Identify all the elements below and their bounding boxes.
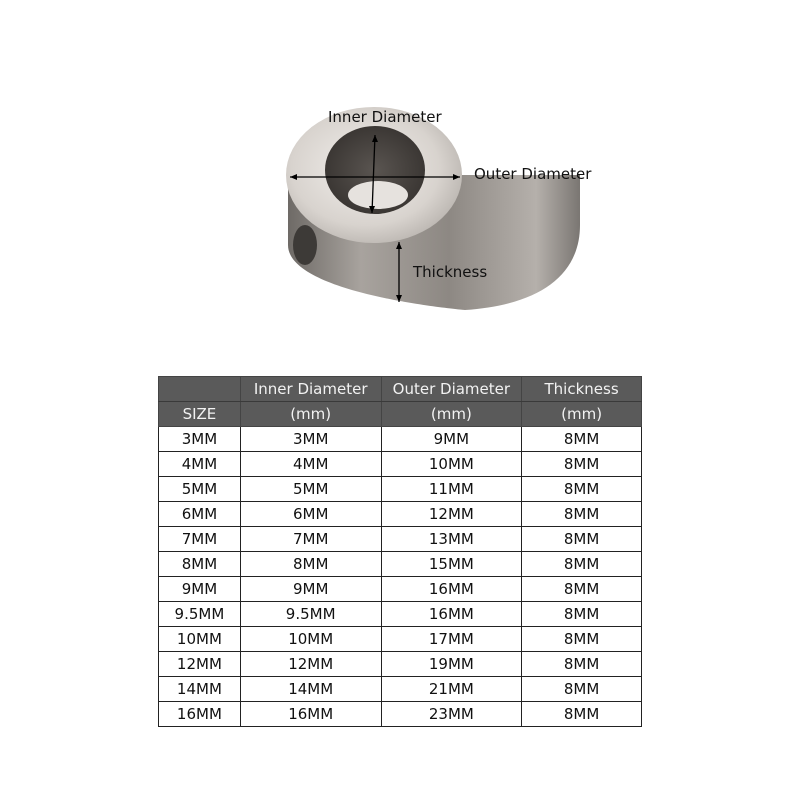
table-cell: 8MM bbox=[522, 652, 642, 677]
table-cell: 21MM bbox=[381, 677, 522, 702]
table-row bbox=[159, 677, 642, 702]
table-row bbox=[159, 552, 642, 577]
table-cell: 8MM bbox=[522, 702, 642, 727]
table-header-row bbox=[159, 377, 642, 402]
table-row bbox=[159, 577, 642, 602]
table-cell: 9.5MM bbox=[159, 602, 241, 627]
table-cell: 4MM bbox=[159, 452, 241, 477]
table-cell: 8MM bbox=[522, 477, 642, 502]
table-cell: 11MM bbox=[381, 477, 522, 502]
table-cell: 17MM bbox=[381, 627, 522, 652]
table-cell: 10MM bbox=[381, 452, 522, 477]
table-cell: 9.5MM bbox=[240, 602, 381, 627]
table-cell: 6MM bbox=[240, 502, 381, 527]
table-cell: 8MM bbox=[522, 577, 642, 602]
table-cell: 14MM bbox=[159, 677, 241, 702]
table-cell: 8MM bbox=[522, 527, 642, 552]
table-body bbox=[159, 427, 642, 727]
header-cell: Outer Diameter bbox=[381, 377, 522, 402]
table-cell: 6MM bbox=[159, 502, 241, 527]
table-cell: 3MM bbox=[240, 427, 381, 452]
header-cell: (mm) bbox=[381, 402, 522, 427]
table-cell: 16MM bbox=[159, 702, 241, 727]
header-cell bbox=[159, 377, 241, 402]
table-cell: 7MM bbox=[159, 527, 241, 552]
table-cell: 8MM bbox=[522, 452, 642, 477]
table-cell: 10MM bbox=[240, 627, 381, 652]
table-cell: 5MM bbox=[159, 477, 241, 502]
table-row bbox=[159, 652, 642, 677]
table-cell: 14MM bbox=[240, 677, 381, 702]
header-cell: Thickness bbox=[522, 377, 642, 402]
table-cell: 16MM bbox=[381, 602, 522, 627]
table-cell: 12MM bbox=[159, 652, 241, 677]
table-header-row bbox=[159, 402, 642, 427]
table-cell: 9MM bbox=[381, 427, 522, 452]
thickness-label: Thickness bbox=[413, 263, 488, 281]
header-cell: SIZE bbox=[159, 402, 241, 427]
table-cell: 19MM bbox=[381, 652, 522, 677]
table-cell: 3MM bbox=[159, 427, 241, 452]
table-cell: 8MM bbox=[522, 602, 642, 627]
size-spec-table bbox=[158, 376, 642, 727]
table-row bbox=[159, 502, 642, 527]
table-cell: 12MM bbox=[240, 652, 381, 677]
table-cell: 8MM bbox=[522, 627, 642, 652]
table-cell: 13MM bbox=[381, 527, 522, 552]
shaft-collar-image bbox=[270, 95, 610, 315]
header-cell: (mm) bbox=[522, 402, 642, 427]
table-cell: 5MM bbox=[240, 477, 381, 502]
table-cell: 7MM bbox=[240, 527, 381, 552]
table-cell: 16MM bbox=[240, 702, 381, 727]
header-cell: (mm) bbox=[240, 402, 381, 427]
table-cell: 9MM bbox=[240, 577, 381, 602]
table-row bbox=[159, 627, 642, 652]
table-row bbox=[159, 527, 642, 552]
table-cell: 8MM bbox=[522, 502, 642, 527]
shaft-collar-diagram bbox=[270, 95, 610, 315]
table-cell: 8MM bbox=[522, 552, 642, 577]
table-row bbox=[159, 427, 642, 452]
table-cell: 9MM bbox=[159, 577, 241, 602]
table-row bbox=[159, 602, 642, 627]
table-cell: 15MM bbox=[381, 552, 522, 577]
table-cell: 10MM bbox=[159, 627, 241, 652]
table-cell: 23MM bbox=[381, 702, 522, 727]
outer-diameter-label: Outer Diameter bbox=[474, 165, 592, 183]
table-cell: 8MM bbox=[522, 427, 642, 452]
table-cell: 8MM bbox=[240, 552, 381, 577]
table-cell: 8MM bbox=[159, 552, 241, 577]
table-cell: 16MM bbox=[381, 577, 522, 602]
header-cell: Inner Diameter bbox=[240, 377, 381, 402]
table-cell: 8MM bbox=[522, 677, 642, 702]
table-row bbox=[159, 452, 642, 477]
table-row bbox=[159, 702, 642, 727]
table-cell: 4MM bbox=[240, 452, 381, 477]
inner-diameter-label: Inner Diameter bbox=[328, 108, 442, 126]
table-cell: 12MM bbox=[381, 502, 522, 527]
table-row bbox=[159, 477, 642, 502]
